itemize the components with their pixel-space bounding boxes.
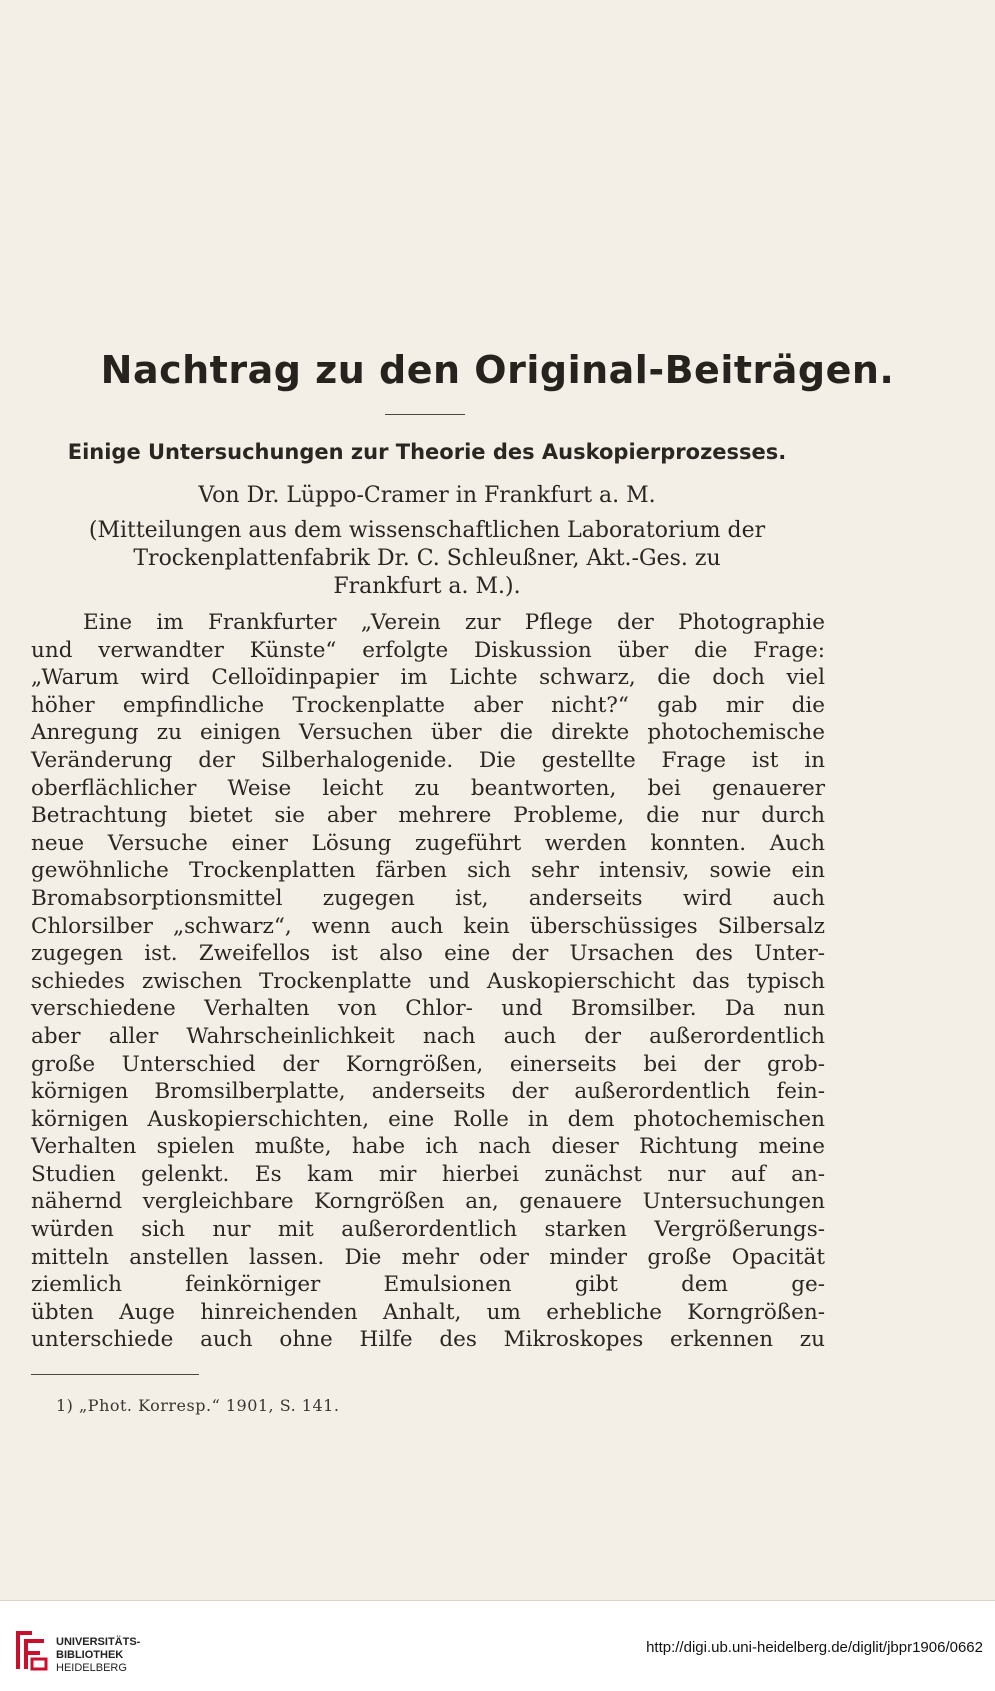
affiliation-line: Trockenplattenfabrik Dr. C. Schleußner, Akt.-Ges. zu [133,546,721,571]
body-line: höher empfindliche Trockenplatte aber nicht?“ gab mir die [31,692,825,718]
source-url[interactable]: http://digi.ub.uni-heidelberg.de/diglit/jbpr1906/0662 [646,1639,983,1656]
body-line: und verwandter Künste“ erfolgte Diskussion über die Frage: [31,637,825,663]
body-line: körnigen Auskopierschichten, eine Rolle in dem photochemischen [31,1106,825,1132]
library-name [56,1636,140,1675]
body-line: Veränderung der Silberhalogenide. Die gestellte Frage ist in [31,747,825,773]
article-subtitle: Einige Untersuchungen zur Theorie des Auskopierprozesses. [67,440,787,464]
body-line: Studien gelenkt. Es kam mir hierbei zunächst nur auf an- [31,1161,825,1187]
library-line: BIBLIOTHEK [56,1649,124,1661]
body-line: aber aller Wahrscheinlichkeit nach auch der außerordentlich [31,1023,825,1049]
footnote-divider [31,1374,199,1375]
title-divider [385,414,465,415]
body-line: Chlorsilber „schwarz“, wenn auch kein überschüssiges Silbersalz [31,913,825,939]
article-body [31,609,825,1354]
body-line: große Unterschied der Korngrößen, einerseits bei der grob- [31,1051,825,1077]
body-line: ziemlich feinkörniger Emulsionen gibt dem ge- [31,1272,825,1298]
viewer-footer [0,1600,995,1691]
footnote: 1) „Phot. Korresp.“ 1901, S. 141. [56,1396,340,1415]
body-line: „Warum wird Celloïdinpapier im Lichte schwarz, die doch viel [31,665,825,691]
body-line: neue Versuche einer Lösung zugeführt werden konnten. Auch [31,830,825,856]
body-line: übten Auge hinreichenden Anhalt, um erhebliche Korngrößen- [31,1299,825,1325]
library-line: HEIDELBERG [56,1662,127,1674]
body-line: mitteln anstellen lassen. Die mehr oder minder große Opacität [31,1244,825,1270]
body-line: zugegen ist. Zweifellos ist also eine der Ursachen des Unter- [31,941,825,967]
body-line: verschiedene Verhalten von Chlor- und Bromsilber. Da nun [31,996,825,1022]
body-line: schiedes zwischen Trockenplatte und Auskopierschicht das typisch [31,968,825,994]
library-line: UNIVERSITÄTS- [56,1636,141,1648]
body-line: würden sich nur mit außerordentlich starken Vergrößerungs- [31,1217,825,1243]
affiliation [24,517,830,601]
body-line: unterschiede auch ohne Hilfe des Mikroskopes erkennen zu [31,1327,825,1353]
body-line: körnigen Bromsilberplatte, anderseits der außerordentlich fein- [31,1079,825,1105]
body-line: gewöhnliche Trockenplatten färben sich sehr intensiv, sowie ein [31,858,825,884]
affiliation-line: (Mitteilungen aus dem wissenschaftlichen Laboratorium der [88,518,766,543]
body-line: oberflächlicher Weise leicht zu beantworten, bei genauerer [31,775,825,801]
author-byline: Von Dr. Lüppo-Cramer in Frankfurt a. M. [198,483,656,508]
body-line: nähernd vergleichbare Korngrößen an, genauere Untersuchungen [31,1189,825,1215]
library-logo-icon [10,1627,50,1673]
page-title: Nachtrag zu den Original-Beiträgen. [100,348,895,392]
body-line: Betrachtung bietet sie aber mehrere Probleme, die nur durch [31,803,825,829]
body-line: Anregung zu einigen Versuchen über die direkte photochemische [31,720,825,746]
affiliation-line: Frankfurt a. M.). [333,574,521,599]
body-line: Bromabsorptionsmittel zugegen ist, anderseits wird auch [31,885,825,911]
body-line: Eine im Frankfurter „Verein zur Pflege der Photographie [83,610,825,635]
body-line: Verhalten spielen mußte, habe ich nach dieser Richtung meine [31,1134,825,1160]
